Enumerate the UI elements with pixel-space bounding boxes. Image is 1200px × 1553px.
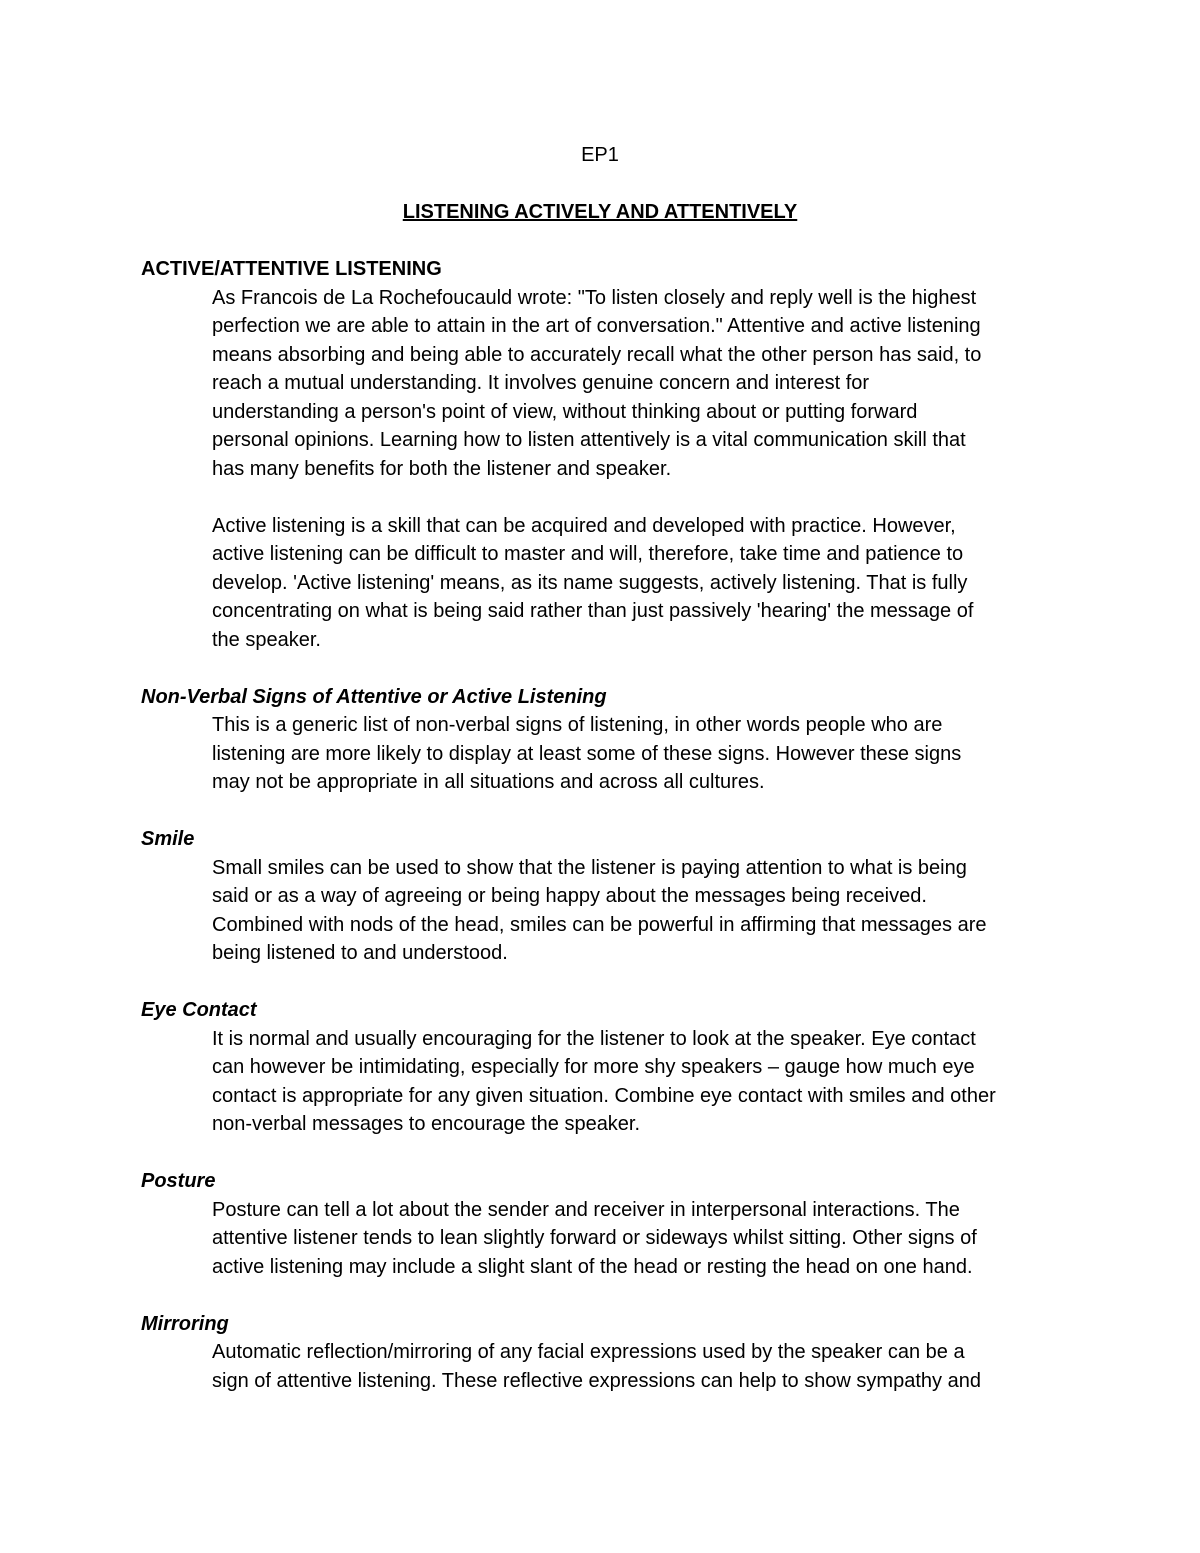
document-body [141,255,1071,1395]
text-line: being listened to and understood. [212,942,508,964]
text-line: perfection we are able to attain in the art of conversation." Attentive and active listening [212,315,981,337]
text-line: sign of attentive listening. These reflective expressions can help to show sympathy and [212,1369,981,1392]
paragraph-gap [141,654,1071,683]
paragraph-non-verbal [212,711,1071,797]
section-heading-smile: Smile [141,828,195,850]
text-line: contact is appropriate for any given situation. Combine eye contact with smiles and other [212,1084,996,1107]
paragraph-gap [141,1281,1071,1310]
text-line: active listening can be difficult to master and will, therefore, take time and patience to [212,543,964,565]
text-line: can however be intimidating, especially for more shy speakers – gauge how much eye [212,1056,975,1078]
section-heading-mirroring: Mirroring [141,1312,229,1335]
text-line: It is normal and usually encouraging for the listener to look at the speaker. Eye contact [212,1027,976,1050]
text-line: develop. 'Active listening' means, as its name suggests, actively listening. That is fully [212,571,968,594]
text-line: Small smiles can be used to show that the listener is paying attention to what is being [212,856,967,879]
text-line: has many benefits for both the listener and speaker. [212,457,672,480]
text-line: concentrating on what is being said rather than just passively 'hearing' the message of [212,600,974,622]
paragraph-skill [212,512,1071,655]
paragraph-gap [141,483,1071,512]
document-code: EP1 [581,144,619,166]
paragraph-gap [141,797,1071,826]
paragraph-smile [212,854,1071,968]
paragraph-eye-contact [212,1025,1071,1139]
section-heading-posture: Posture [141,1170,216,1192]
paragraph-posture [212,1196,1071,1282]
section-heading-eye-contact: Eye Contact [141,999,257,1021]
text-line: may not be appropriate in all situations and across all cultures. [212,771,765,793]
paragraph-gap [141,968,1071,997]
section-heading-active-attentive-listening: ACTIVE/ATTENTIVE LISTENING [141,258,442,280]
text-line: said or as a way of agreeing or being happy about the messages being received. [212,885,927,907]
text-line: attentive listener tends to lean slightly forward or sideways whilst sitting. Other signs of [212,1227,977,1249]
text-line: non-verbal messages to encourage the speaker. [212,1113,641,1135]
paragraph-gap [141,1139,1071,1168]
text-line: personal opinions. Learning how to listen attentively is a vital communication skill that [212,429,966,451]
text-line: As Francois de La Rochefoucauld wrote: "To listen closely and reply well is the highest [212,286,977,309]
text-line: Combined with nods of the head, smiles can be powerful in affirming that messages are [212,913,987,936]
text-line: means absorbing and being able to accurately recall what the other person has said, to [212,343,982,366]
text-line: Posture can tell a lot about the sender and receiver in interpersonal interactions. The [212,1198,960,1221]
text-line: Automatic reflection/mirroring of any facial expressions used by the speaker can be a [212,1341,965,1363]
text-line: active listening may include a slight slant of the head or resting the head on one hand. [212,1255,973,1278]
text-line: Active listening is a skill that can be acquired and developed with practice. However, [212,514,956,537]
text-line: understanding a person's point of view, without thinking about or putting forward [212,400,918,423]
text-line: reach a mutual understanding. It involves genuine concern and interest for [212,372,870,394]
document-title: LISTENING ACTIVELY AND ATTENTIVELY [402,201,798,223]
text-line: This is a generic list of non-verbal signs of listening, in other words people who are [212,714,943,736]
paragraph-intro [212,284,1071,484]
section-heading-non-verbal-signs: Non-Verbal Signs of Attentive or Active Listening [141,685,607,708]
paragraph-mirroring [212,1338,1071,1395]
text-line: listening are more likely to display at least some of these signs. However these signs [212,742,962,765]
text-line: the speaker. [212,628,321,651]
